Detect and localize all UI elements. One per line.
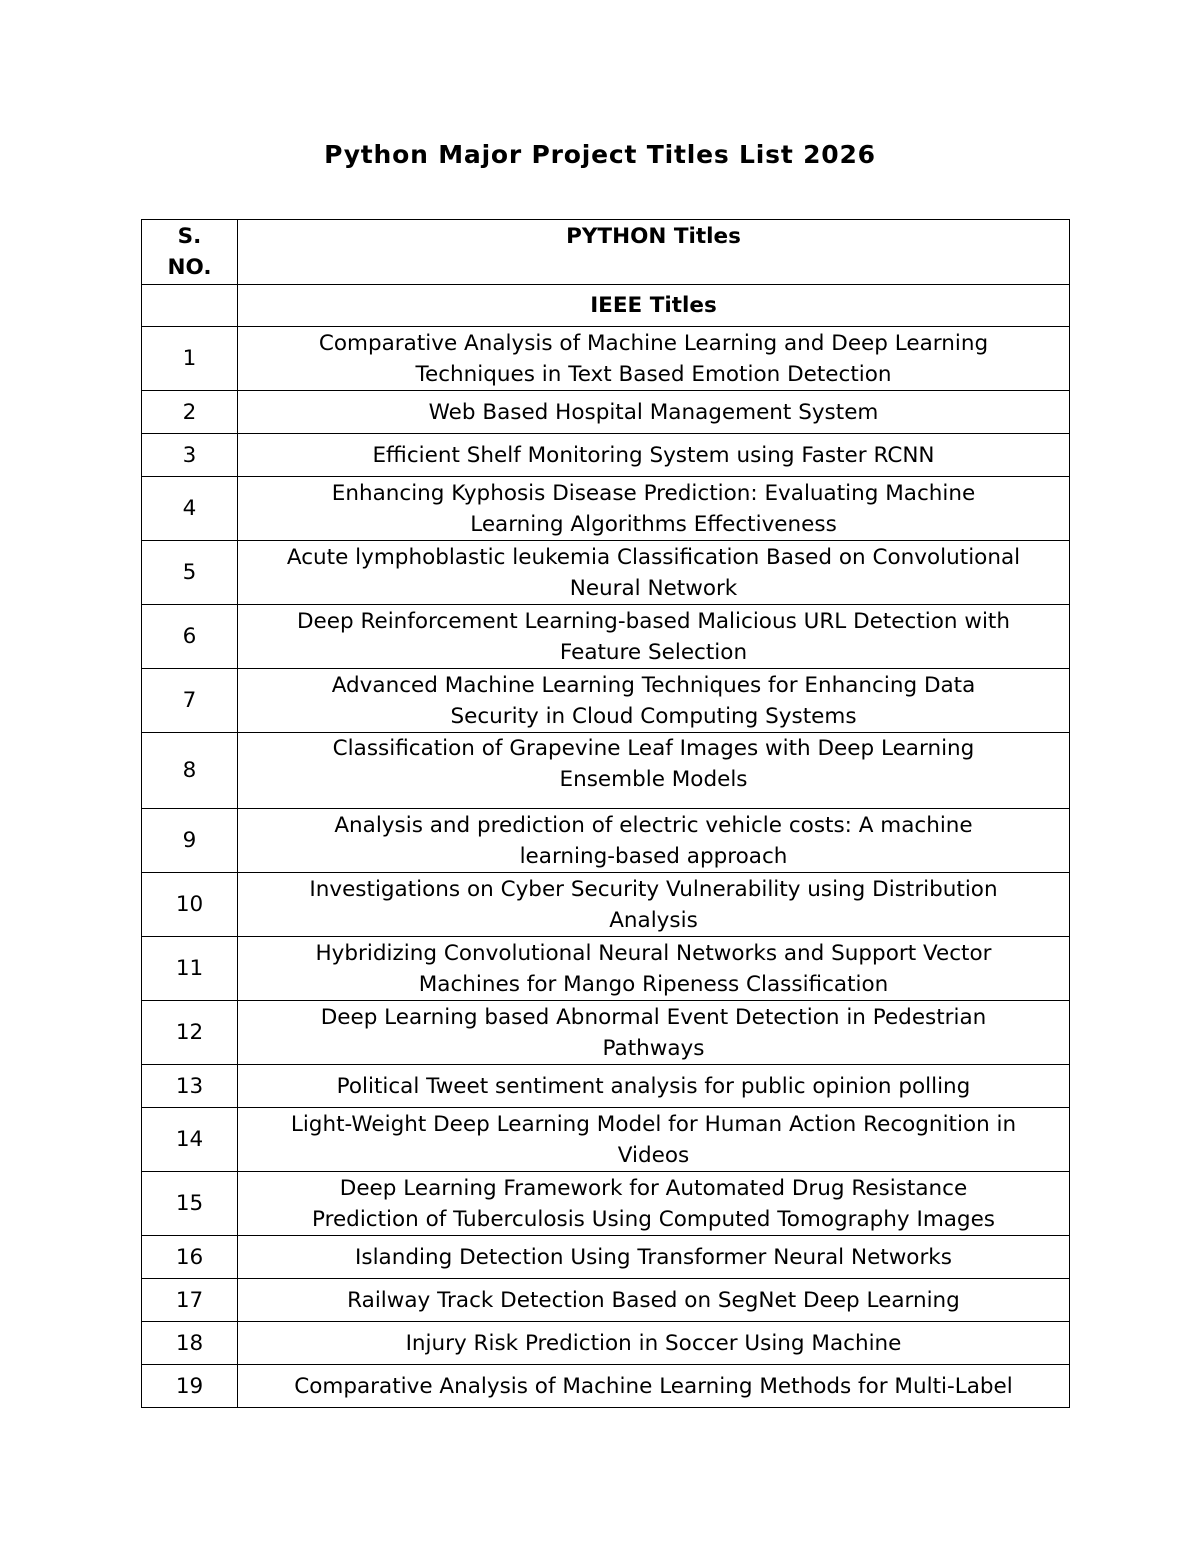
row-title: Web Based Hospital Management System bbox=[238, 391, 1070, 434]
row-number: 11 bbox=[142, 937, 238, 1001]
row-number: 5 bbox=[142, 541, 238, 605]
row-number: 8 bbox=[142, 733, 238, 809]
row-number: 15 bbox=[142, 1172, 238, 1236]
row-number: 17 bbox=[142, 1279, 238, 1322]
table-header-row bbox=[142, 220, 1070, 285]
row-title: Acute lymphoblastic leukemia Classification Based on Convolutional Neural Network bbox=[238, 541, 1070, 605]
row-number: 4 bbox=[142, 477, 238, 541]
project-titles-table bbox=[141, 219, 1070, 1408]
table-row bbox=[142, 1065, 1070, 1108]
table-row bbox=[142, 1001, 1070, 1065]
row-number: 1 bbox=[142, 327, 238, 391]
table-row bbox=[142, 434, 1070, 477]
header-sno: S. NO. bbox=[142, 220, 238, 285]
row-number: 16 bbox=[142, 1236, 238, 1279]
table-row bbox=[142, 541, 1070, 605]
row-title: Deep Learning Framework for Automated Drug Resistance Prediction of Tuberculosis Using Computed Tomography Images bbox=[238, 1172, 1070, 1236]
row-title: Railway Track Detection Based on SegNet Deep Learning bbox=[238, 1279, 1070, 1322]
row-number: 19 bbox=[142, 1365, 238, 1408]
table-row bbox=[142, 669, 1070, 733]
section-label: IEEE Titles bbox=[238, 285, 1070, 327]
page-title: Python Major Project Titles List 2026 bbox=[324, 140, 876, 169]
row-number: 6 bbox=[142, 605, 238, 669]
row-number: 14 bbox=[142, 1108, 238, 1172]
row-title: Deep Reinforcement Learning-based Malicious URL Detection with Feature Selection bbox=[238, 605, 1070, 669]
table-row bbox=[142, 1365, 1070, 1408]
row-title: Investigations on Cyber Security Vulnerability using Distribution Analysis bbox=[238, 873, 1070, 937]
row-number: 7 bbox=[142, 669, 238, 733]
table-row bbox=[142, 1108, 1070, 1172]
row-title: Analysis and prediction of electric vehicle costs: A machine learning-based approach bbox=[238, 809, 1070, 873]
table-row bbox=[142, 1322, 1070, 1365]
row-number: 12 bbox=[142, 1001, 238, 1065]
row-title: Light-Weight Deep Learning Model for Human Action Recognition in Videos bbox=[238, 1108, 1070, 1172]
row-number: 10 bbox=[142, 873, 238, 937]
row-number: 2 bbox=[142, 391, 238, 434]
table-row bbox=[142, 873, 1070, 937]
table-row bbox=[142, 327, 1070, 391]
row-title: Classification of Grapevine Leaf Images with Deep Learning Ensemble Models bbox=[238, 733, 1070, 809]
table-row bbox=[142, 391, 1070, 434]
header-title: PYTHON Titles bbox=[238, 220, 1070, 285]
table-row bbox=[142, 809, 1070, 873]
row-title: Comparative Analysis of Machine Learning Methods for Multi-Label bbox=[238, 1365, 1070, 1408]
table-row bbox=[142, 1236, 1070, 1279]
row-title: Advanced Machine Learning Techniques for Enhancing Data Security in Cloud Computing Systems bbox=[238, 669, 1070, 733]
section-row bbox=[142, 285, 1070, 327]
row-title: Hybridizing Convolutional Neural Networks and Support Vector Machines for Mango Ripeness Classification bbox=[238, 937, 1070, 1001]
table-row bbox=[142, 937, 1070, 1001]
row-title: Comparative Analysis of Machine Learning and Deep Learning Techniques in Text Based Emotion Detection bbox=[238, 327, 1070, 391]
row-title: Enhancing Kyphosis Disease Prediction: Evaluating Machine Learning Algorithms Effectiveness bbox=[238, 477, 1070, 541]
table-body bbox=[142, 285, 1070, 1408]
section-sno-empty bbox=[142, 285, 238, 327]
table-row bbox=[142, 477, 1070, 541]
table-row bbox=[142, 1172, 1070, 1236]
row-title: Efficient Shelf Monitoring System using Faster RCNN bbox=[238, 434, 1070, 477]
row-title: Deep Learning based Abnormal Event Detection in Pedestrian Pathways bbox=[238, 1001, 1070, 1065]
row-number: 18 bbox=[142, 1322, 238, 1365]
row-number: 13 bbox=[142, 1065, 238, 1108]
row-number: 9 bbox=[142, 809, 238, 873]
table-row bbox=[142, 605, 1070, 669]
table-row bbox=[142, 733, 1070, 809]
table-row bbox=[142, 1279, 1070, 1322]
row-title: Injury Risk Prediction in Soccer Using Machine bbox=[238, 1322, 1070, 1365]
row-title: Political Tweet sentiment analysis for public opinion polling bbox=[238, 1065, 1070, 1108]
row-title: Islanding Detection Using Transformer Neural Networks bbox=[238, 1236, 1070, 1279]
row-number: 3 bbox=[142, 434, 238, 477]
